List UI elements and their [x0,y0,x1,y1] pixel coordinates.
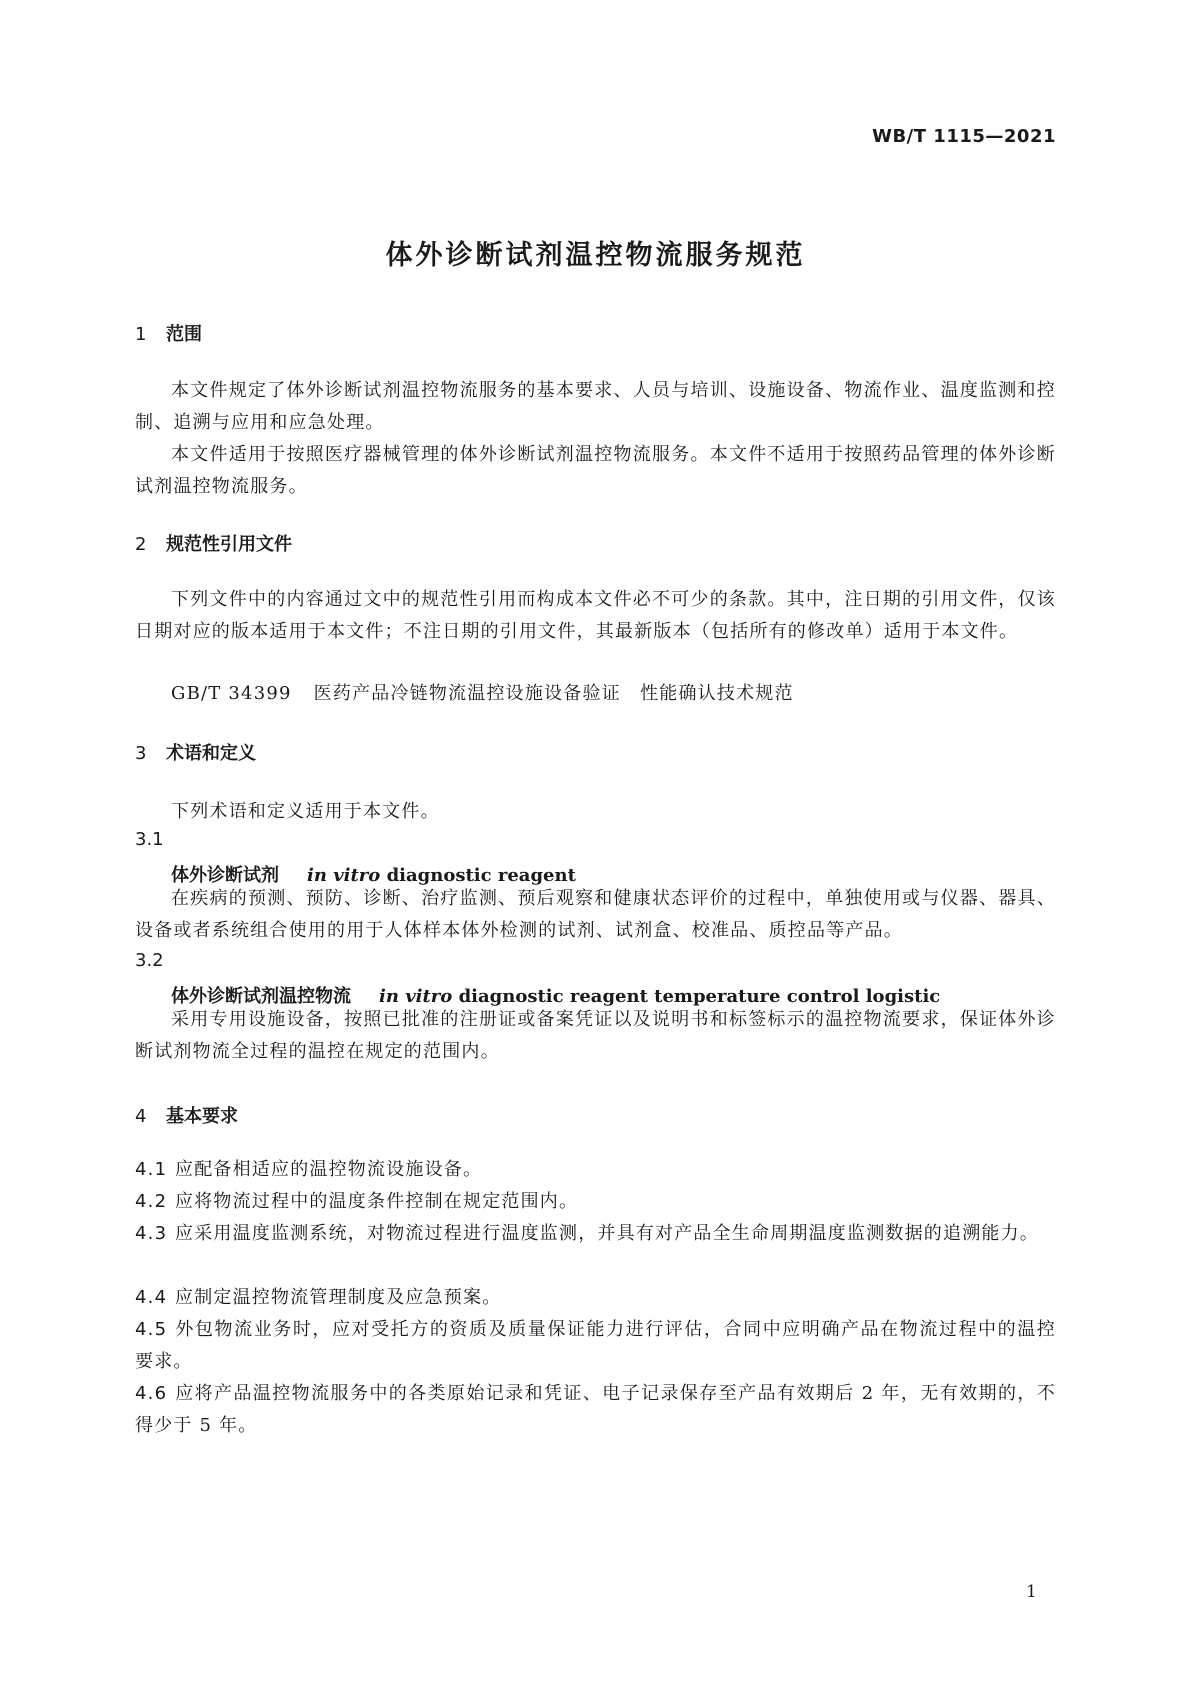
term-english-rest: diagnostic reagent [386,865,576,886]
section-number: 1 [135,324,147,345]
section-2-para: 下列文件中的内容通过文中的规范性引用而构成本文件必不可少的条款。其中，注日期的引用文件，仅该日期对应的版本适用于本文件；不注日期的引用文件，其最新版本（包括所有的修改单）适用于本文件。 [135,589,1056,642]
requirement-number: 4.2 [135,1191,168,1212]
term-english-italic: in vitro [307,865,381,886]
document-title: 体外诊断试剂温控物流服务规范 [385,240,806,271]
term-number: 3.1 [135,829,164,850]
section-1-heading [135,320,202,346]
requirement-text: 应采用温度监测系统，对物流过程进行温度监测，并具有对产品全生命周期温度监测数据的追溯能力。 [175,1223,1039,1244]
requirement-number: 4.1 [135,1159,168,1180]
section-title: 规范性引用文件 [166,534,292,555]
requirement-item [135,1282,1056,1314]
section-4-heading [135,1102,238,1128]
section-number: 2 [135,534,147,555]
section-1-para-2: 本文件适用于按照医疗器械管理的体外诊断试剂温控物流服务。本文件不适用于按照药品管理的体外诊断试剂温控物流服务。 [135,444,1056,497]
requirement-text: 应制定温控物流管理制度及应急预案。 [175,1287,502,1308]
requirement-text: 应配备相适应的温控物流设施设备。 [175,1159,483,1180]
requirement-number: 4.4 [135,1287,168,1308]
requirement-item [135,1154,1056,1186]
requirement-item [135,1218,1056,1250]
term-english-italic: in vitro [379,986,453,1007]
section-3-heading [135,739,256,765]
term-chinese: 体外诊断试剂温控物流 [171,986,351,1007]
requirement-number: 4.6 [135,1383,168,1404]
requirement-item [135,1378,1056,1442]
term-chinese: 体外诊断试剂 [171,865,279,886]
requirement-text: 外包物流业务时，应对受托方的资质及质量保证能力进行评估，合同中应明确产品在物流过程中的温控要求。 [135,1319,1056,1372]
standard-code: WB/T 1115—2021 [872,126,1056,147]
term-definition: 在疾病的预测、预防、诊断、治疗监测、预后观察和健康状态评价的过程中，单独使用或与仪器、器具、设备或者系统组合使用的用于人体样本体外检测的试剂、试剂盒、校准品、质控品等产品。 [135,888,1056,941]
term-number: 3.2 [135,950,164,971]
section-1-para-1: 本文件规定了体外诊断试剂温控物流服务的基本要求、人员与培训、设施设备、物流作业、温度监测和控制、追溯与应用和应急处理。 [135,380,1056,433]
normative-reference [171,679,794,705]
page-number: 1 [1026,1582,1037,1602]
section-title: 基本要求 [166,1106,238,1127]
requirement-text: 应将物流过程中的温度条件控制在规定范围内。 [175,1191,579,1212]
reference-title: 医药产品冷链物流温控设施设备验证 性能确认技术规范 [313,683,794,704]
section-2-heading [135,530,292,556]
requirement-number: 4.5 [135,1319,168,1340]
term-definition: 采用专用设施设备，按照已批准的注册证或备案凭证以及说明书和标签标示的温控物流要求，保证体外诊断试剂物流全过程的温控在规定的范围内。 [135,1009,1056,1062]
reference-code: GB/T 34399 [171,683,292,704]
section-number: 4 [135,1106,147,1127]
term-english-rest: diagnostic reagent temperature control logistic [458,986,941,1007]
section-title: 范围 [166,324,202,345]
section-3-intro: 下列术语和定义适用于本文件。 [171,801,440,822]
requirement-number: 4.3 [135,1223,168,1244]
requirement-item [135,1186,1056,1218]
section-number: 3 [135,743,147,764]
requirement-text: 应将产品温控物流服务中的各类原始记录和凭证、电子记录保存至产品有效期后 2 年，无有效期的，不得少于 5 年。 [135,1383,1056,1436]
section-title: 术语和定义 [166,743,256,764]
requirement-item [135,1314,1056,1378]
